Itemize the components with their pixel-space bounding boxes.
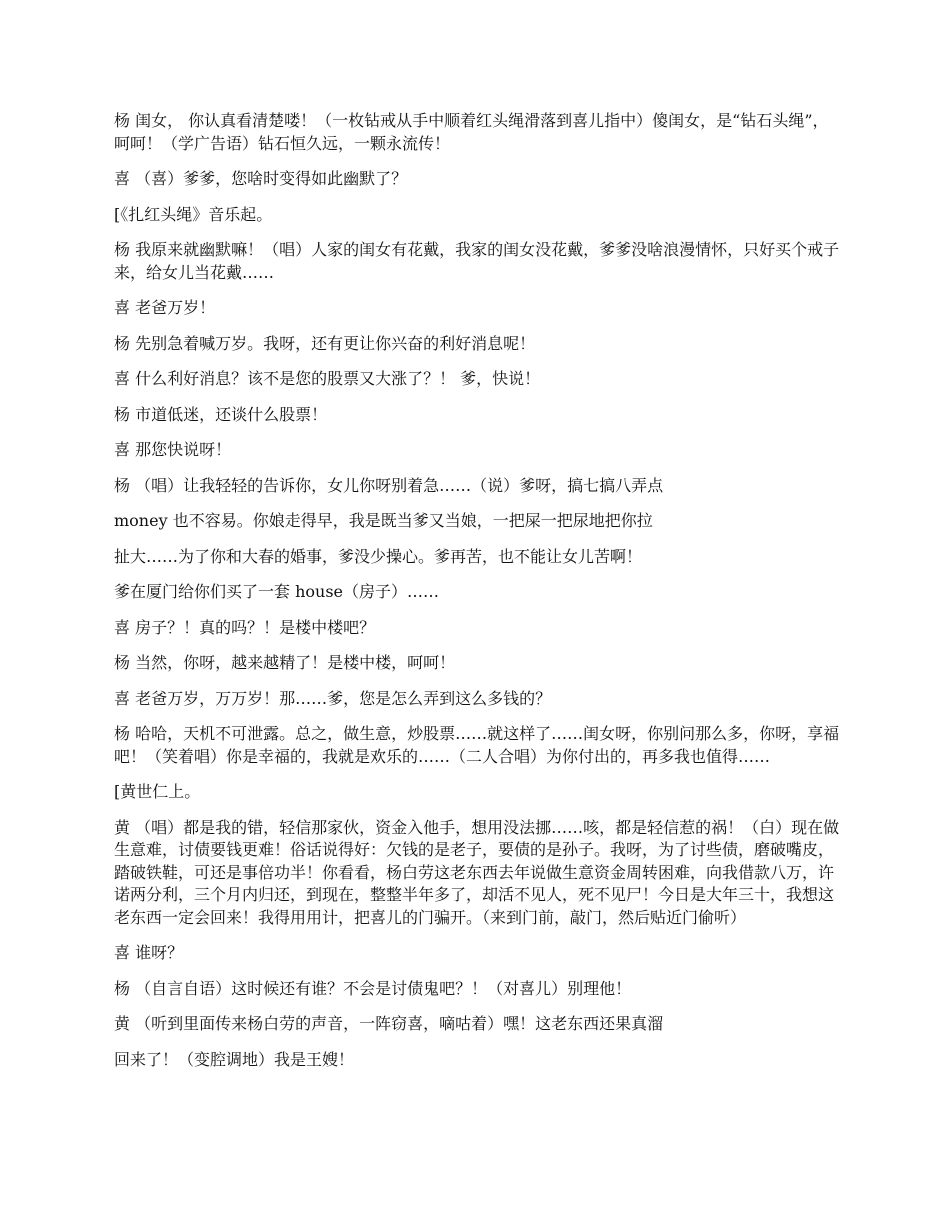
dialogue-line-yang-song: 杨 我原来就幽默嘛！（唱）人家的闺女有花戴，我家的闺女没花戴，爹爹没啥浪漫情怀，只好买个戒子来，给女儿当花戴…… (114, 240, 840, 282)
dialogue-line-yang-good-news: 杨 先别急着喊万岁。我呀，还有更让你兴奋的利好消息呢！ (114, 333, 536, 353)
dialogue-line-xi-tell: 喜 那您快说呀！ (114, 440, 232, 459)
dialogue-line-huang-disguise: 回来了！（变腔调地）我是王嫂！ (114, 1049, 355, 1069)
script-text-page (114, 110, 844, 1084)
dialogue-line-yang-whisper: 杨 （唱）让我轻轻的告诉你，女儿你呀别着急……（说）爹呀，搞七搞八弄点 (114, 475, 664, 495)
dialogue-line-huang-overhear: 黄 （听到里面传来杨白劳的声音，一阵窃喜，嘀咕着）嘿！这老东西还果真溜 (114, 1014, 664, 1033)
dialogue-line-yang-secret: 杨 哈哈，天机不可泄露。总之，做生意，炒股票……就这样了……闺女呀，你别问那么多，你呀，享福吧！（笑着唱）你是幸福的，我就是欢乐的……（二人合唱）为你付出的，再多我也值得…… (114, 724, 840, 766)
dialogue-line-yang-duplex: 杨 当然，你呀，越来越精了！是楼中楼，呵呵！ (114, 653, 456, 672)
dialogue-line-xi-house: 喜 房子？！真的吗？！是楼中楼吧？ (114, 617, 376, 637)
stage-direction-huang-enters: [黄世仁上。 (114, 782, 201, 801)
dialogue-line-xi-stocks: 喜 什么利好消息？该不是您的股票又大涨了？！ 爹，快说！ (114, 369, 541, 388)
dialogue-line-yang-house: 爹在厦门给你们买了一套 house（房子）…… (114, 582, 440, 601)
dialogue-line-yang-market: 杨 市道低迷，还谈什么股票！ (114, 404, 328, 424)
dialogue-line-xi-where-money: 喜 老爸万岁，万万岁！那……爹，您是怎么弄到这么多钱的？ (114, 688, 552, 708)
dialogue-line-yang-ring: 杨 闺女， 你认真看清楚喽！（一枚钻戒从手中顺着红头绳滑落到喜儿指中）傻闺女，是“钻石头绳”，呵呵！（学广告语）钻石恒久远，一颗永流传！ (114, 111, 829, 153)
dialogue-line-xi-who: 喜 谁呀？ (114, 943, 184, 962)
dialogue-line-yang-wedding: 扯大……为了你和大春的婚事，爹没少操心。爹再苦，也不能让女儿苦啊！ (114, 546, 643, 566)
dialogue-line-yang-money: money 也不容易。你娘走得早，我是既当爹又当娘，一把屎一把尿地把你拉 (114, 511, 653, 530)
stage-direction-music: [《扎红头绳》音乐起。 (114, 204, 273, 224)
dialogue-line-yang-aside: 杨 （自言自语）这时候还有谁？不会是讨债鬼吧？！（对喜儿）别理他！ (114, 978, 632, 998)
dialogue-line-xi-long-live: 喜 老爸万岁！ (114, 298, 216, 317)
dialogue-line-xi-humor: 喜 （喜）爹爹，您啥时变得如此幽默了？ (114, 169, 408, 188)
dialogue-line-huang-monologue: 黄 （唱）都是我的错，轻信那家伙，资金入他手，想用没法挪……咳，都是轻信惹的祸！（白）现在做生意难，讨债要钱更难！俗话说得好：欠钱的是老子，要债的是孙子。我呀，为了讨些债，磨破嘴皮，踏破铁鞋，可还是事倍功半！你看看，杨白劳这老东西去年说做生意资金周转困难，向我借款八万，许诺两分利，三个月内归还，到现在，整整半年多了，却活不见人，死不见尸！今日是大年三十，我想这老东西一定会回来！我得用用计，把喜儿的门骗开。（来到门前，敲门，然后贴近门偷听） (114, 817, 840, 927)
